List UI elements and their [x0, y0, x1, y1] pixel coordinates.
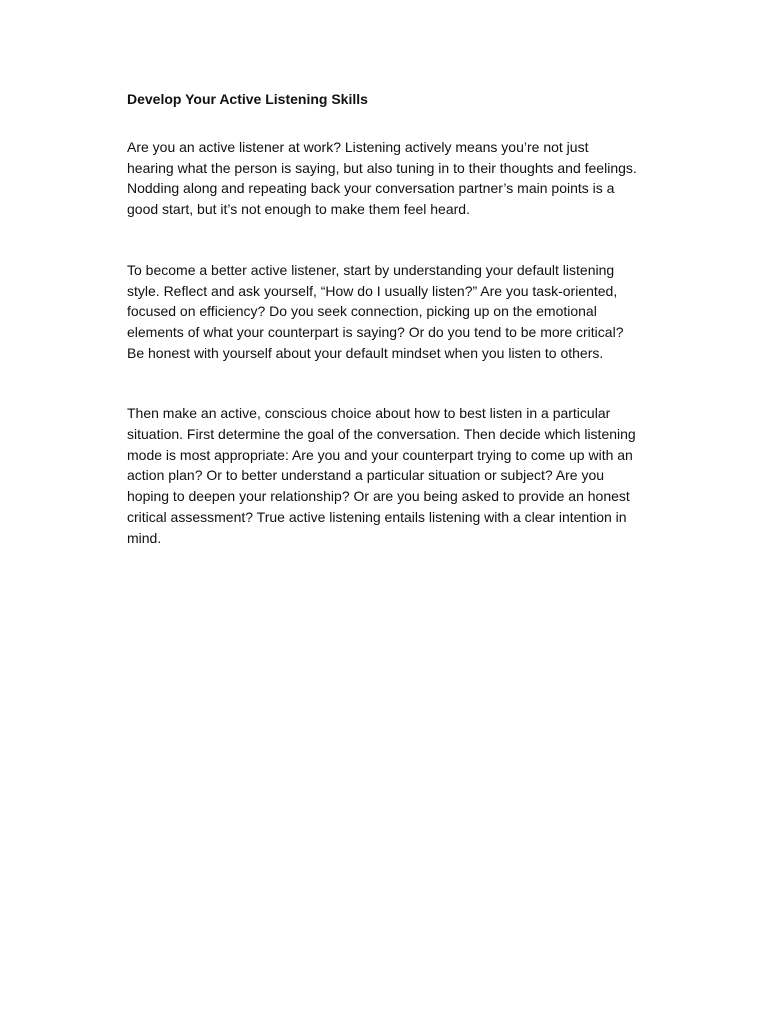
paragraph-2: To become a better active listener, start by understanding your default listening style. Reflect and ask yourself, “How do I usually listen?” Are you task-oriented, focused on efficiency? Do you seek connection, picking up on the emotional elements of what your counterpart is saying? Or do you tend to be more critical? Be honest with yourself about your default mindset when you listen to others.	[127, 261, 624, 361]
article-body	[127, 89, 638, 548]
paragraph-3: Then make an active, conscious choice about how to best listen in a particular situation. First determine the goal of the conversation. Then decide which listening mode is most appropriate: Are you and your counterpart trying to come up with an action plan? Or to better understand a particular situation or subject? Are you hoping to deepen your relationship? Or are you being asked to provide an honest critical assessment? True active listening entails listening with a clear intention in mind.	[127, 405, 636, 546]
article-title: Develop Your Active Listening Skills	[127, 91, 368, 107]
paragraph-1: Are you an active listener at work? Listening actively means you’re not just hearing what the person is saying, but also tuning in to their thoughts and feelings. Nodding along and repeating back your conversation partner’s main points is a good start, but it’s not enough to make them feel heard.	[127, 139, 637, 218]
